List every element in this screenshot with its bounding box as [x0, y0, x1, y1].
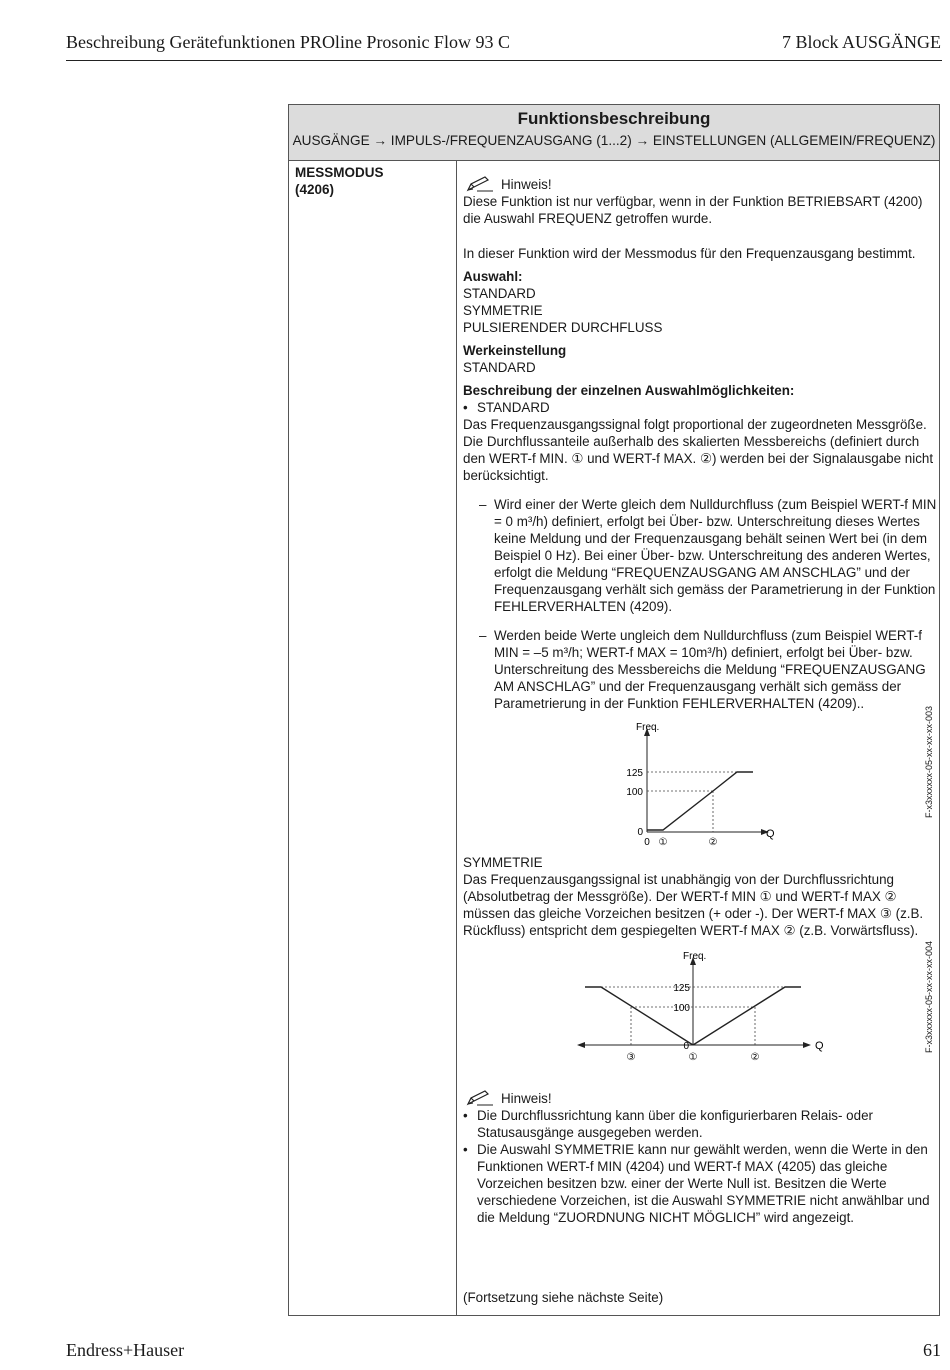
fig2-ylabel: Freq. — [683, 951, 707, 962]
header-chapter: 7 Block AUSGÄNGE — [781, 32, 941, 52]
symmetry-title: SYMMETRIE — [463, 855, 543, 870]
selection-item: SYMMETRIE — [463, 303, 543, 318]
bullet-standard: • STANDARD — [463, 400, 550, 415]
default-value: STANDARD — [463, 360, 536, 375]
symmetry-text: Das Frequenzausgangssignal ist unabhängig von der Durchflussrichtung (Absolutbetrag der Messgröße). Der WERT-f MIN ① und WERT-f MAX ② müssen das gleiche Vorzeichen besitzen (+ oder -). Der WERT-f MAX ③ (z.B. Rückfluss) entspricht dem gespiegelten WERT-f MAX ② (z.B. Vorwärtsfluss). — [463, 872, 924, 938]
bullet-standard-label: STANDARD — [477, 400, 550, 415]
note-1-label: Hinweis! — [501, 176, 552, 192]
fig2-marker-3: ③ — [626, 1052, 636, 1063]
pencil-note-icon — [465, 175, 495, 193]
note-1-text: Diese Funktion ist nur verfügbar, wenn in der Funktion BETRIEBSART (4200) die Auswahl FREQUENZ getroffen wurde. — [463, 194, 923, 226]
selection-label: Auswahl: — [463, 269, 523, 284]
fig2-tick-100: 100 — [673, 1003, 690, 1014]
fig1-x0: 0 — [644, 837, 650, 848]
fig2-tick-125: 125 — [673, 983, 690, 994]
function-title: MESSMODUS — [295, 165, 384, 180]
selection-item: STANDARD — [463, 286, 536, 301]
fig1-code: F-x3xxxxxx-05-xx-xx-xx-003 — [924, 705, 934, 818]
dash-item-1-text: Wird einer der Werte gleich dem Nulldurchfluss (zum Beispiel WERT-f MIN = 0 m³/h) definiert, erfolgt bei Über- bzw. Unterschreitung dieses Wertes keine Meldung und der Frequenzausgang behält seinen Wert bei (in dem Beispiel 0 Hz). Bei einer Über- bzw. Unterschreitung des anderen Wertes, erfolgt die Meldung “FREQUENZAUSGANG AM ANSCHLAG” und der Frequenzausgang verhält sich gemäss der Parametrierung in der Funktion FEHLERVERHALTEN (4209). — [494, 497, 937, 614]
selection-item: PULSIERENDER DURCHFLUSS — [463, 320, 663, 335]
box-header — [289, 105, 939, 161]
fig1-tick-0: 0 — [637, 827, 643, 838]
fig1-xlabel: Q — [766, 828, 775, 840]
header-title: Beschreibung Gerätefunktionen PROline Prosonic Flow 93 C — [66, 32, 510, 52]
function-box — [288, 104, 940, 1316]
column-divider — [456, 160, 457, 1315]
dash-item-2-text: Werden beide Werte ungleich dem Nulldurchfluss (zum Beispiel WERT-f MIN = –5 m³/h; WERT-f MAX = 10m³/h) definiert, erfolgt bei Über- bzw. Unterschreitung des Messbereichs die Meldung “FREQUENZAUSGANG AM ANSCHLAG” und der Frequenzausgang verhält sich gemäss der Parametrierung in der Funktion FEHLERVERHALTEN (4209).. — [494, 628, 926, 711]
note-1 — [463, 175, 937, 193]
note-2-item: • Die Durchflussrichtung kann über die konfigurierbaren Relais- oder Statusausgänge ausgegeben werden. — [463, 1107, 937, 1141]
brand-logo-text: Endress+Hauser — [66, 1340, 185, 1360]
function-name — [295, 164, 384, 198]
note-2-item: • Die Auswahl SYMMETRIE kann nur gewählt werden, wenn die Werte in den Funktionen WERT-f MIN (4204) und WERT-f MAX (4205) das gleiche Vorzeichen besitzen bzw. einer der Werte Null ist. Besitzen die Werte verschiedene Vorzeichen, ist die Auswahl SYMMETRIE nicht anwählbar und die Meldung “ZUORDNUNG NICHT MÖGLICH” wird angezeigt. — [463, 1141, 937, 1226]
fig1-tick-100: 100 — [626, 787, 643, 798]
fig2-code: F-x3xxxxxx-05-xx-xx-xx-004 — [924, 940, 934, 1053]
function-code: (4206) — [295, 182, 335, 197]
fig1-marker-2: ② — [708, 837, 718, 848]
default-label: Werkeinstellung — [463, 343, 567, 358]
note-2 — [463, 1089, 937, 1107]
figure-standard — [463, 705, 937, 848]
figure-symmetry — [463, 940, 937, 1077]
fig2-tick-0: 0 — [683, 1041, 689, 1052]
header-rule — [66, 60, 942, 61]
description-label: Beschreibung der einzelnen Auswahlmöglichkeiten: — [463, 383, 795, 398]
fig1-ylabel: Freq. — [636, 722, 660, 733]
menu-path: AUSGÄNGE → IMPULS-/FREQUENZAUSGANG (1...2) → EINSTELLUNGEN (ALLGEMEIN/FREQUENZ) — [292, 133, 936, 148]
dash-item-2: – Werden beide Werte ungleich dem Nulldurchfluss (zum Beispiel WERT-f MIN = –5 m³/h; WERT-f MAX = 10m³/h) definiert, erfolgt bei Über- bzw. Unterschreitung des Messbereichs die Meldung “FREQUENZAUSGANG AM ANSCHLAG” und der Frequenzausgang verhält sich gemäss der Parametrierung in der Funktion FEHLERVERHALTEN (4209).. — [479, 627, 937, 712]
fig2-marker-1: ① — [688, 1052, 698, 1063]
standard-diagram — [463, 720, 937, 848]
pencil-note-icon — [465, 1089, 495, 1107]
dash-item-1: – Wird einer der Werte gleich dem Nulldurchfluss (zum Beispiel WERT-f MIN = 0 m³/h) definiert, erfolgt bei Über- bzw. Unterschreitung dieses Wertes keine Meldung und der Frequenzausgang behält seinen Wert bei (in dem Beispiel 0 Hz). Bei einer Über- bzw. Unterschreitung des anderen Wertes, erfolgt die Meldung “FREQUENZAUSGANG AM ANSCHLAG” und der Frequenzausgang verhält sich gemäss der Parametrierung in der Funktion FEHLERVERHALTEN (4209). — [479, 497, 937, 614]
standard-text: Das Frequenzausgangssignal folgt proportional der zugeordneten Messgröße. Die Durchflussanteile außerhalb des skalierten Messbereichs (definiert durch den WERT-f MIN. ① und WERT-f MAX. ②) werden bei der Signalausgabe nicht berücksichtigt. — [463, 417, 934, 483]
fig2-xlabel: Q — [815, 1040, 824, 1052]
symmetry-diagram — [463, 949, 937, 1077]
continuation-note: (Fortsetzung siehe nächste Seite) — [463, 1290, 664, 1305]
box-title: Funktionsbeschreibung — [517, 109, 711, 128]
fig2-marker-2: ② — [750, 1052, 760, 1063]
page-number: 61 — [923, 1340, 941, 1360]
note-2-item-text: Die Durchflussrichtung kann über die konfigurierbaren Relais- oder Statusausgänge ausgegeben werden. — [477, 1108, 873, 1140]
note-2-label: Hinweis! — [501, 1090, 552, 1106]
function-content — [463, 175, 937, 1226]
fig1-tick-125: 125 — [626, 768, 643, 779]
fig1-marker-1: ① — [658, 837, 668, 848]
intro-text: In dieser Funktion wird der Messmodus für den Frequenzausgang bestimmt. — [463, 246, 916, 261]
note-2-item-text: Die Auswahl SYMMETRIE kann nur gewählt werden, wenn die Werte in den Funktionen WERT-f MIN (4204) und WERT-f MAX (4205) das gleiche Vorzeichen besitzen bzw. einer der Werte Null ist. Besitzen die Werte verschiedene Vorzeichen, ist die Auswahl SYMMETRIE nicht anwählbar und die Meldung “ZUORDNUNG NICHT MÖGLICH” wird angezeigt. — [477, 1142, 930, 1225]
